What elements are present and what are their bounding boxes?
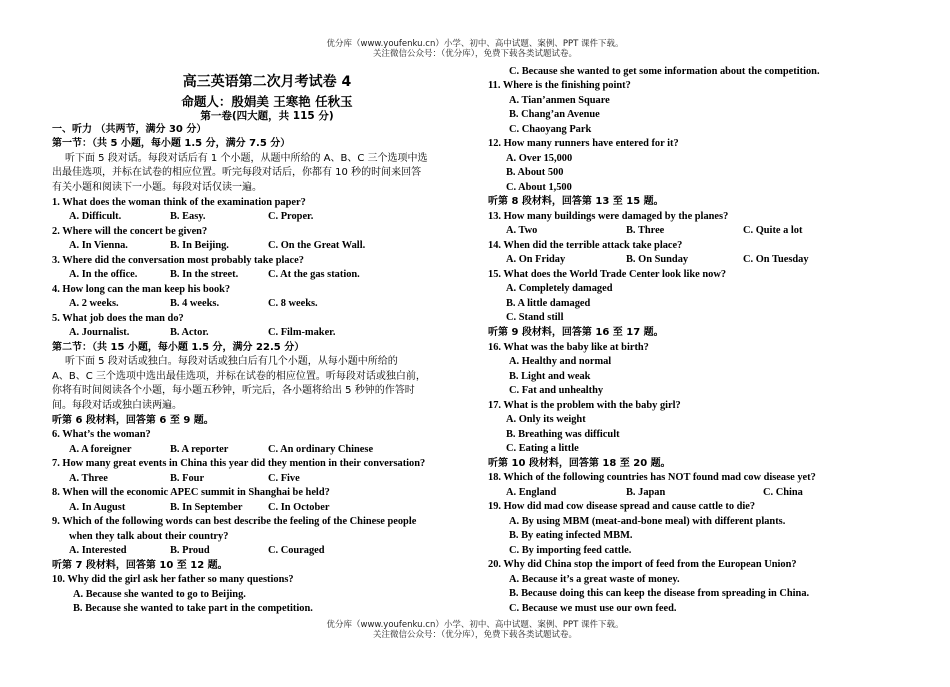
- question-6: 6. What’s the woman?: [52, 429, 151, 440]
- question-9: 9. Which of the following words can best describe the feeling of the Chinese people: [52, 516, 417, 527]
- option: C. Chaoyang Park: [509, 124, 592, 135]
- option: B. Three: [626, 225, 665, 236]
- option: A. In the office.: [69, 269, 138, 280]
- option: B. 4 weeks.: [170, 298, 220, 309]
- option: C. Stand still: [506, 312, 564, 323]
- material-10-note: 听第 10 段材料，回答第 18 至 20 题。: [488, 458, 671, 469]
- part2-instruction-line: 你将有时间阅读各个小题，每小题五秒钟，听完后，各小题将给出 5 秒钟的作答时: [52, 385, 415, 396]
- part1-instruction-line: 有关小题和阅读下一小题。每段对话仅读一遍。: [52, 182, 262, 193]
- material-9-note: 听第 9 段材料，回答第 16 至 17 题。: [488, 327, 664, 338]
- question-3: 3. Where did the conversation most probably take place?: [52, 255, 304, 266]
- question-16: 16. What was the baby like at birth?: [488, 342, 649, 353]
- material-7-note: 听第 7 段材料，回答第 10 至 12 题。: [52, 560, 228, 571]
- question-5: 5. What job does the man do?: [52, 313, 184, 324]
- exam-volume: 第一卷(四大题，共 115 分): [200, 110, 334, 122]
- option: C. In October: [268, 502, 330, 513]
- question-11: 11. Where is the finishing point?: [488, 80, 631, 91]
- option: A. In Vienna.: [69, 240, 128, 251]
- part2-instruction-line: 间。每段对话或独白读两遍。: [52, 400, 182, 411]
- option: C. Proper.: [268, 211, 314, 222]
- question-13: 13. How many buildings were damaged by the planes?: [488, 211, 729, 222]
- question-20: 20. Why did China stop the import of feed from the European Union?: [488, 559, 797, 570]
- option: B. About 500: [506, 167, 564, 178]
- option: B. In Beijing.: [170, 240, 229, 251]
- option: B. Breathing was difficult: [506, 429, 620, 440]
- option: C. China: [763, 487, 803, 498]
- exam-title: 高三英语第二次月考试卷 4: [182, 74, 352, 90]
- option: C. By importing feed cattle.: [509, 545, 632, 556]
- option: B. On Sunday: [626, 254, 689, 265]
- part1-heading: 第一节：（共 5 小题，每小题 1.5 分，满分 7.5 分）: [52, 138, 291, 149]
- question-14: 14. When did the terrible attack take place?: [488, 240, 683, 251]
- option: A. On Friday: [506, 254, 566, 265]
- question-9-continued: when they talk about their country?: [69, 531, 229, 542]
- option: B. A little damaged: [506, 298, 591, 309]
- option: C. Film-maker.: [268, 327, 336, 338]
- option: B. A reporter: [170, 444, 229, 455]
- page-header-line1: 优分库（www.youfenku.cn）小学、初中、高中试题、案例、PPT 课件下载。: [326, 39, 624, 49]
- option: C. Couraged: [268, 545, 325, 556]
- page-footer-line1: 优分库（www.youfenku.cn）小学、初中、高中试题、案例、PPT 课件下载。: [326, 620, 624, 630]
- option: C. At the gas station.: [268, 269, 360, 280]
- option: A. Two: [506, 225, 538, 236]
- option: C. Because we must use our own feed.: [509, 603, 677, 614]
- option: B. Actor.: [170, 327, 209, 338]
- option: A. Because she wanted to go to Beijing.: [73, 589, 246, 600]
- option: A. A foreigner: [69, 444, 132, 455]
- exam-authors: 命题人：殷娟美 王寒艳 任秋玉: [181, 94, 353, 109]
- option: C. Eating a little: [506, 443, 579, 454]
- option: A. England: [506, 487, 557, 498]
- option: C. Fat and unhealthy: [509, 385, 604, 396]
- option: A. Over 15,000: [506, 153, 573, 164]
- question-8: 8. When will the economic APEC summit in Shanghai be held?: [52, 487, 330, 498]
- option: B. In September: [170, 502, 243, 513]
- option: C. On the Great Wall.: [268, 240, 366, 251]
- option: A. 2 weeks.: [69, 298, 119, 309]
- option: B. Chang’an Avenue: [509, 109, 600, 120]
- option: B. By eating infected MBM.: [509, 530, 633, 541]
- section-heading: 一、听力 （共两节，满分 30 分）: [52, 124, 207, 135]
- question-18: 18. Which of the following countries has NOT found mad cow disease yet?: [488, 472, 816, 483]
- option: A. Only its weight: [506, 414, 586, 425]
- option: C. Quite a lot: [743, 225, 803, 236]
- option: C. About 1,500: [506, 182, 572, 193]
- option: A. Journalist.: [69, 327, 130, 338]
- material-6-note: 听第 6 段材料，回答第 6 至 9 题。: [52, 415, 214, 426]
- question-2: 2. Where will the concert be given?: [52, 226, 208, 237]
- part1-instruction-line: 听下面 5 段对话。每段对话后有 1 个小题，从题中所给的 A、B、C 三个选项中选: [65, 153, 428, 164]
- part2-instruction-line: 听下面 5 段对话或独白。每段对话或独白后有几个小题，从每小题中所给的: [65, 356, 398, 367]
- option: A. Because it’s a great waste of money.: [509, 574, 680, 585]
- option: C. 8 weeks.: [268, 298, 318, 309]
- part1-instruction-line: 出最佳选项，并标在试卷的相应位置。听完每段对话后，你都有 10 秒的时间来回答: [52, 167, 422, 178]
- question-19: 19. How did mad cow disease spread and cause cattle to die?: [488, 501, 756, 512]
- page-header-line2: 关注微信公众号：（优分库），免费下载各类试题试卷。: [372, 49, 577, 59]
- option: B. Japan: [626, 487, 666, 498]
- option: A. Interested: [69, 545, 127, 556]
- option: C. Because she wanted to get some information about the competition.: [509, 66, 820, 77]
- option: B. Because doing this can keep the disease from spreading in China.: [509, 588, 810, 599]
- question-17: 17. What is the problem with the baby girl?: [488, 400, 681, 411]
- option: A. Completely damaged: [506, 283, 613, 294]
- option: A. In August: [69, 502, 126, 513]
- option: A. By using MBM (meat-and-bone meal) with different plants.: [509, 516, 786, 527]
- option: A. Difficult.: [69, 211, 122, 222]
- question-15: 15. What does the World Trade Center look like now?: [488, 269, 727, 280]
- option: B. Because she wanted to take part in the competition.: [73, 603, 313, 614]
- option: B. Easy.: [170, 211, 206, 222]
- question-12: 12. How many runners have entered for it?: [488, 138, 679, 149]
- option: C. On Tuesday: [743, 254, 809, 265]
- option: B. Proud: [170, 545, 210, 556]
- part2-heading: 第二节：（共 15 小题，每小题 1.5 分，满分 22.5 分）: [52, 342, 305, 353]
- option: B. Four: [170, 473, 205, 484]
- question-10: 10. Why did the girl ask her father so many questions?: [52, 574, 294, 585]
- option: C. An ordinary Chinese: [268, 444, 374, 455]
- option: C. Five: [268, 473, 300, 484]
- option: A. Healthy and normal: [509, 356, 612, 367]
- option: A. Tian’anmen Square: [509, 95, 610, 106]
- page-footer-line2: 关注微信公众号：（优分库），免费下载各类试题试卷。: [372, 630, 577, 640]
- option: B. In the street.: [170, 269, 239, 280]
- question-1: 1. What does the woman think of the examination paper?: [52, 197, 306, 208]
- part2-instruction-line: A、B、C 三个选项中选出最佳选项，并标在试卷的相应位置。听每段对话或独白前，: [52, 371, 426, 382]
- material-8-note: 听第 8 段材料，回答第 13 至 15 题。: [488, 196, 664, 207]
- option: A. Three: [69, 473, 108, 484]
- question-7: 7. How many great events in China this year did they mention in their conversation?: [52, 458, 426, 469]
- question-4: 4. How long can the man keep his book?: [52, 284, 231, 295]
- option: B. Light and weak: [509, 371, 591, 382]
